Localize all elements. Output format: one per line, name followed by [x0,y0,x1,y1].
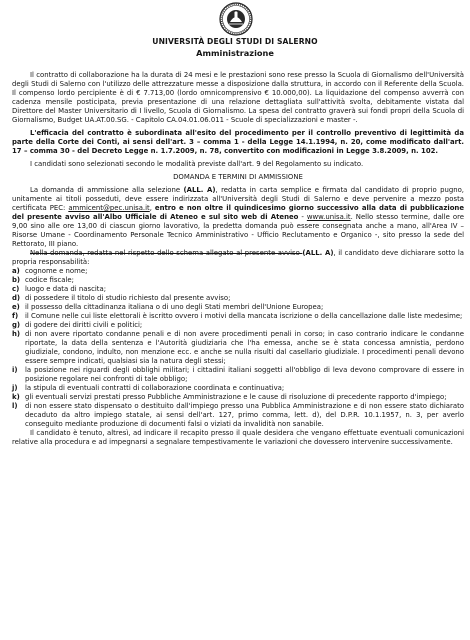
university-seal-icon [219,2,253,36]
letterhead [0,0,470,66]
contract-paragraph: Il contratto di collaborazione ha la durata di 24 mesi e le prestazioni sono rese presso la Scuola di Giornalismo dell'Università degli Studi di Salerno con l'utilizzo delle attrezzature messe a disposizione dalla struttura, in accordo con il Referente della Scuola. Il compenso lordo percipiente è di € 7.713,00 (lordo omnicomprensivo € 10.000,00). La liquidazione del compenso avverrà con cadenza mensile posticipata, previa presentazione di una relazione dettagliata sull'attività svolta, debitamente vistata dal Direttore del Master Universitario di I livello, Scuola di Giornalismo. La spesa del contratto graverà sui fondi propri della Scuola di Giornalismo, Budget UA.AT.00.SG. - Capitolo CA.04.01.06.011 - Scuole di specializzazioni e master -. [12,71,464,124]
pec-email-link[interactable]: ammicent@pec.unisa.it [68,204,150,212]
list-item: j) la stipula di eventuali contratti di collaborazione coordinata e continuativa; [12,384,285,392]
list-item: e) il possesso della cittadinanza italiana o di uno degli Stati membri dell'Unione Europea; [12,303,324,311]
list-item: d) di possedere il titolo di studio richiesto dal presente avviso; [12,294,231,302]
contact-paragraph: Il candidato è tenuto, altresì, ad indicare il recapito presso il quale desidera che vengano effettuate eventuali comunicazioni relative alla procedura e ad impegnarsi a segnalare tempestivamente le variazioni che dovessero intervenire successivamente. [12,429,464,446]
selection-paragraph: I candidati sono selezionati secondo le modalità previste dall'art. 9 del Regolamento su indicato. [30,160,364,168]
requirements-list [12,267,464,429]
department-name: Amministrazione [196,48,274,58]
list-item: f) il Comune nelle cui liste elettorali è iscritto ovvero i motivi della mancata iscrizione o della cancellazione dalle liste medesime; [12,312,463,320]
list-item: g) di godere dei diritti civili e politici; [12,321,143,329]
list-item: a) cognome e nome; [12,267,88,275]
website-link[interactable]: www.unisa.it [306,213,351,221]
annex-a-ref-2: (ALL. A) [302,249,334,257]
list-item: k) gli eventuali servizi prestati presso Pubbliche Amministrazione e le cause di risoluzione di precedente rapporto d'impiego; [12,393,447,401]
section-title: DOMANDA E TERMINI DI AMMISSIONE [173,173,303,181]
list-item: c) luogo e data di nascita; [12,285,107,293]
deadline-text: entro e non oltre il quindicesimo giorno successivo alla data di pubblicazione del presente avviso all'Albo Ufficiale di Ateneo e sul sito web di Ateneo [12,204,465,221]
annex-a-ref: (ALL. A) [183,186,216,194]
list-item: l) di non essere stato dispensato o destituito dall'impiego presso una Pubblica Amministrazione e di non essere stato dichiarato decaduto da altro impiego statale, ai sensi dell'art. 127, primo comma, lett. d), del D.P.R. 10.1.1957, n. 3, per averlo conseguito mediante produzione di documenti falsi o viziati da invalidità non sanabile. [12,402,464,428]
university-name: UNIVERSITÀ DEGLI STUDI DI SALERNO [152,37,318,46]
list-item: b) codice fiscale; [12,276,74,284]
list-item: h) di non avere riportato condanne penali e di non avere procedimenti penali in corso; in caso contrario indicare le condanne riportate, la data della sentenza e l'Autorità giudiziaria che l'ha emessa, anche se è stata concessa amnistia, perdono giudiziale, condono, indulto, non menzione ecc. e anche se nulla risulti dal casellario giudiziale. I procedimenti penali devono essere sempre indicati, qualsiasi sia la natura degli stessi; [12,330,464,365]
declaration-intro: Nella domanda, redatta nel rispetto dello schema allegato al presente avviso (ALL. A), il candidato deve dichiarare sotto la propria responsabilità: [12,249,464,266]
application-paragraph: La domanda di ammissione alla selezione (ALL. A), redatta in carta semplice e firmata dal candidato di proprio pugno, unitamente ai titoli posseduti, deve essere indirizzata all'Università degli Studi di Salerno e deve pervenire a mezzo posta certificata PEC: ammicent@pec.unisa.it, entro e non oltre il quindicesimo giorno successivo alla data di pubblicazione del presente avviso all'Albo Ufficiale di Ateneo e sul sito web di Ateneo - www.unisa.it. Nello stesso termine, dalle ore 9,00 sino alle ore 13,00 di ciascun giorno lavorativo, la predetta domanda può essere consegnata anche a mano, all'Area IV – Risorse Umane - Coordinamento Personale Tecnico Amministrativo - Ufficio Reclutamento e Organico -, sito presso la sede del Rettorato, III piano. [12,186,465,248]
document-body [12,71,464,447]
list-item: i) la posizione nei riguardi degli obblighi militari; i cittadini italiani soggetti all'obbligo di leva devono comprovare di essere in posizione regolare nei confronti di tale obbligo; [12,366,464,383]
efficacy-paragraph: L'efficacia del contratto è subordinata all'esito del procedimento per il controllo preventivo di legittimità da parte della Corte dei Conti, ai sensi dell'art. 3 – comma 1 - della Legge 14.1.1994, n. 20, come modificato dall'art. 17 – comma 30 - del Decreto Legge n. 1.7.2009, n. 78, convertito con modificazioni in Legge 3.8.2009, n. 102. [12,129,464,155]
